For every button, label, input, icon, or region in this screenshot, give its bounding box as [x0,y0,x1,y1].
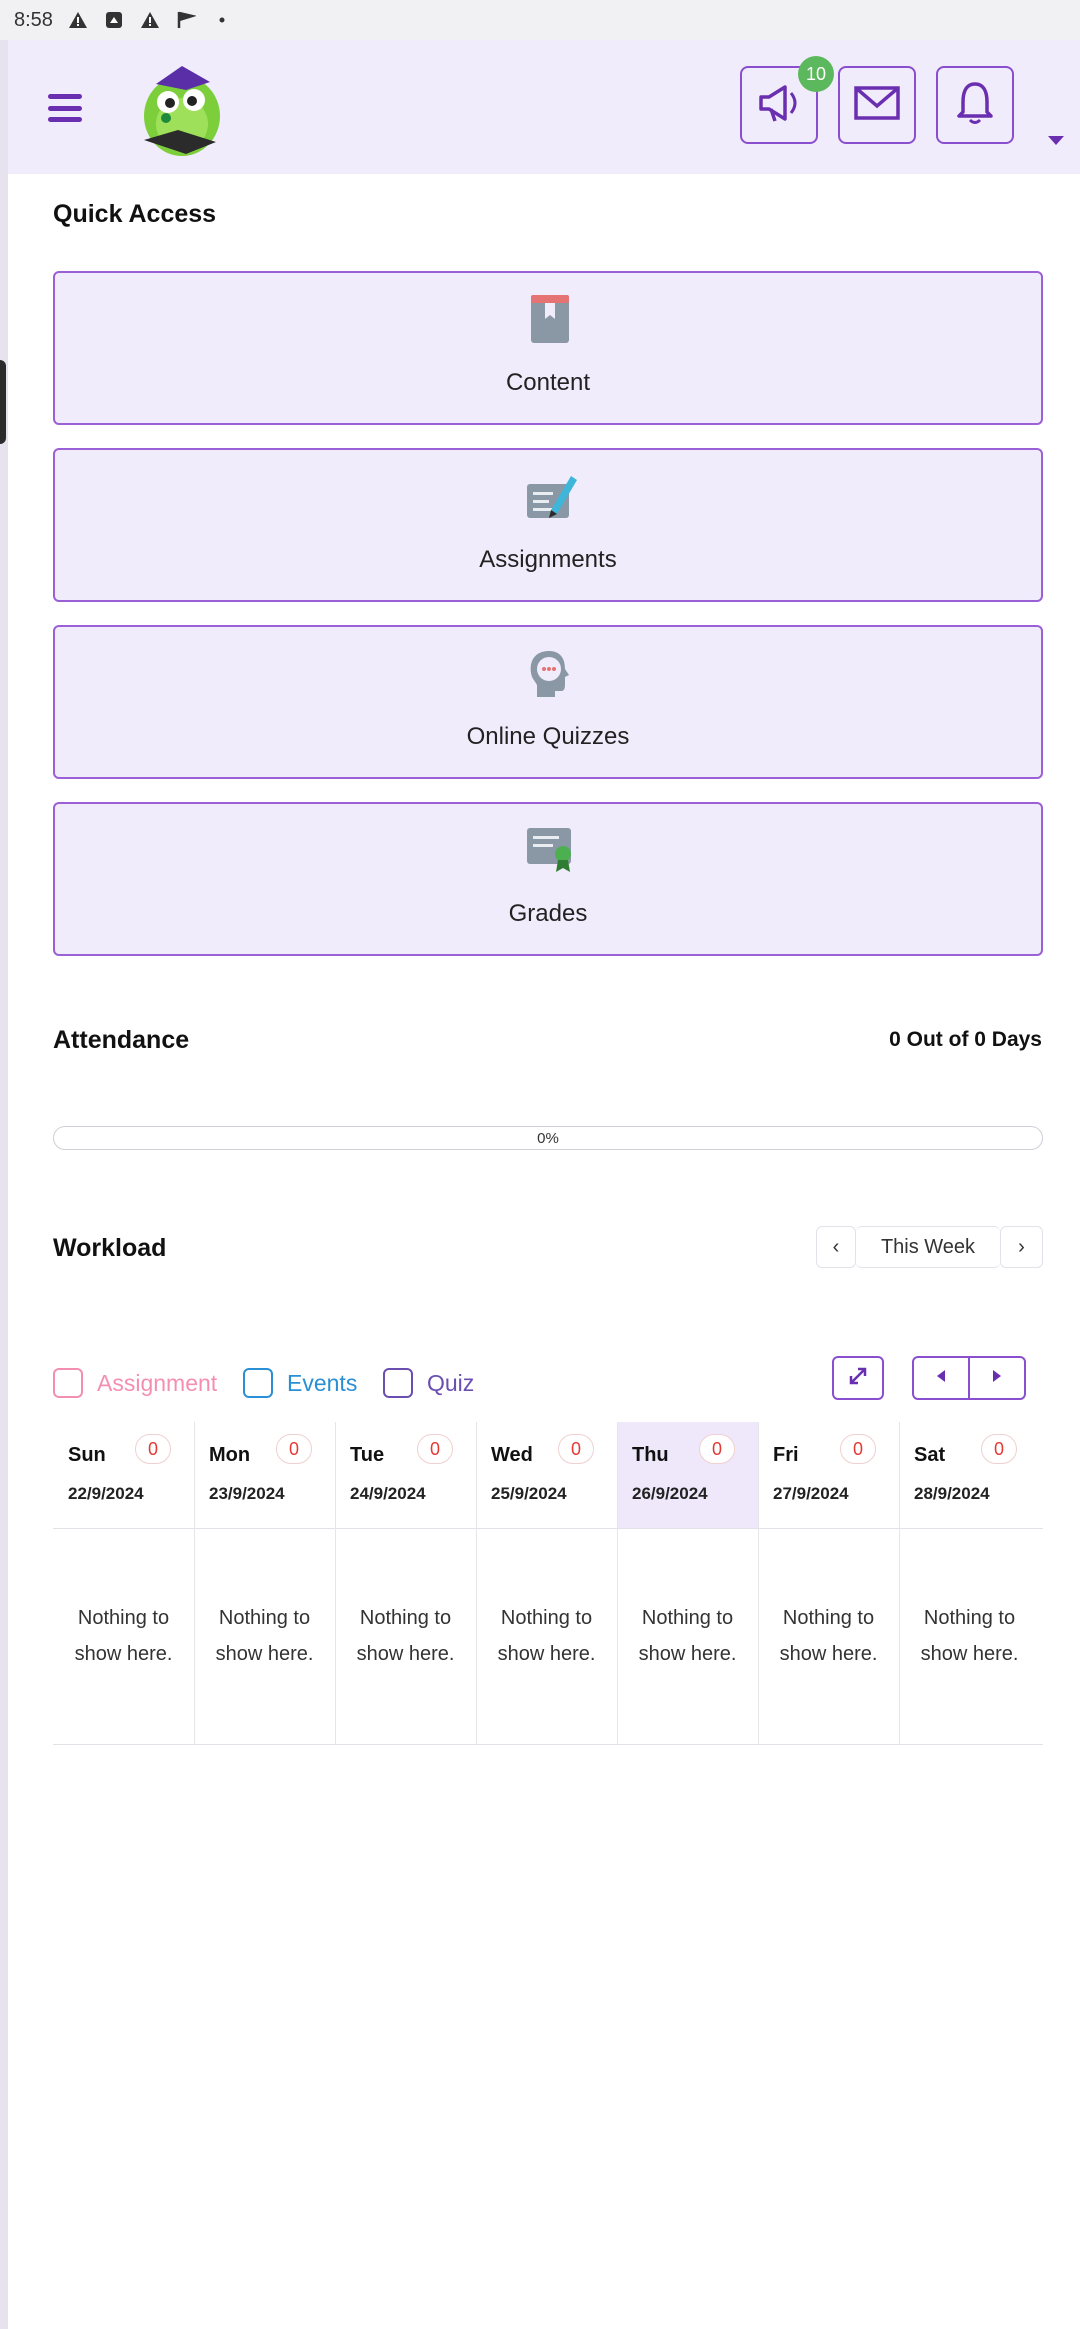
day-empty-state: Nothing to show here. [638,1607,737,1665]
day-empty-state: Nothing to show here. [920,1607,1019,1665]
caret-down-icon[interactable] [1048,136,1064,145]
this-week-button[interactable] [856,1226,1000,1268]
quick-access-assignments[interactable] [53,448,1043,602]
day-name: Fri [773,1444,799,1466]
day-empty-state: Nothing to show here. [74,1607,173,1665]
chevron-right-icon: › [1018,1235,1025,1258]
day-date: 25/9/2024 [491,1484,567,1503]
legend-checkbox[interactable] [53,1368,83,1398]
day-header-mon[interactable] [194,1422,335,1528]
day-name: Wed [491,1444,533,1466]
calendar-next-button[interactable] [968,1356,1026,1400]
progress-label: 0% [537,1130,559,1147]
dashboard-page [30,174,1080,2329]
day-name: Thu [632,1444,669,1466]
day-empty-state: Nothing to show here. [215,1607,314,1665]
day-count-badge: 0 [135,1434,171,1464]
expand-button[interactable] [832,1356,884,1400]
day-empty-state: Nothing to show here. [356,1607,455,1665]
megaphone-icon [755,81,803,130]
grid-divider [53,1744,1043,1745]
status-bar [0,0,1080,40]
mail-icon [854,86,900,125]
quick-access-label: Assignments [479,546,617,573]
day-empty-state: Nothing to show here. [497,1607,596,1665]
book-icon [525,293,575,347]
day-name: Mon [209,1444,251,1466]
day-header-fri[interactable] [758,1422,899,1528]
day-header-wed[interactable] [476,1422,617,1528]
calendar-prev-button[interactable] [912,1356,970,1400]
quiz-head-icon [525,647,575,701]
notifications-button[interactable] [936,66,1014,144]
certificate-icon [525,824,575,878]
app-logo[interactable] [126,54,238,164]
day-header-tue[interactable] [335,1422,476,1528]
day-date: 24/9/2024 [350,1484,426,1503]
prev-week-button[interactable] [816,1226,856,1268]
quick-access-grades[interactable] [53,802,1043,956]
quick-access-label: Grades [508,900,588,927]
legend-label: Quiz [427,1369,475,1396]
day-date: 28/9/2024 [914,1484,990,1503]
status-time: 8:58 [14,8,53,31]
day-count-badge: 0 [417,1434,453,1464]
warning-icon [67,9,89,31]
flag-notification-icon [175,9,197,31]
quick-access-content[interactable] [53,271,1043,425]
day-header-sun[interactable] [53,1422,194,1528]
workload-title: Workload [53,1234,167,1262]
quick-access-online-quizzes[interactable] [53,625,1043,779]
day-name: Sat [914,1444,946,1466]
day-name: Sun [68,1444,106,1466]
caret-right-icon [991,1369,1003,1388]
quick-access-label: Online Quizzes [466,723,630,750]
legend-quiz[interactable] [383,1368,474,1398]
chevron-left-icon: ‹ [832,1235,840,1258]
next-week-button[interactable] [1000,1226,1043,1268]
day-date: 26/9/2024 [632,1484,708,1503]
attendance-summary: 0 Out of 0 Days [889,1028,1042,1051]
edge-handle[interactable] [0,360,6,444]
day-count-badge: 0 [699,1434,735,1464]
caret-left-icon [935,1369,947,1388]
legend-assignment[interactable] [53,1368,217,1398]
day-count-badge: 0 [558,1434,594,1464]
messages-button[interactable] [838,66,916,144]
announcements-badge: 10 [798,56,834,92]
day-count-badge: 0 [981,1434,1017,1464]
app-header [8,40,1080,174]
week-label: This Week [880,1235,976,1258]
day-header-sat[interactable] [899,1422,1040,1528]
assignment-pen-icon [525,470,575,524]
day-name: Tue [350,1444,385,1466]
day-date: 22/9/2024 [68,1484,144,1503]
day-date: 27/9/2024 [773,1484,849,1503]
warning-icon [139,9,161,31]
quick-access-title: Quick Access [53,200,217,228]
legend-checkbox[interactable] [383,1368,413,1398]
day-empty-state: Nothing to show here. [779,1607,878,1665]
quick-access-label: Content [505,369,591,396]
legend-checkbox[interactable] [243,1368,273,1398]
attendance-progress-bar [53,1126,1043,1150]
legend-label: Events [287,1369,358,1396]
day-date: 23/9/2024 [209,1484,285,1503]
menu-icon[interactable] [44,88,86,128]
legend-events[interactable] [243,1368,357,1398]
app-notification-icon [103,9,125,31]
attendance-title: Attendance [53,1026,190,1054]
expand-arrows-icon [847,1365,869,1392]
more-dot-icon [211,9,233,31]
day-header-thu[interactable] [617,1422,758,1528]
bell-icon [955,80,995,131]
day-count-badge: 0 [276,1434,312,1464]
day-count-badge: 0 [840,1434,876,1464]
legend-label: Assignment [97,1369,218,1396]
